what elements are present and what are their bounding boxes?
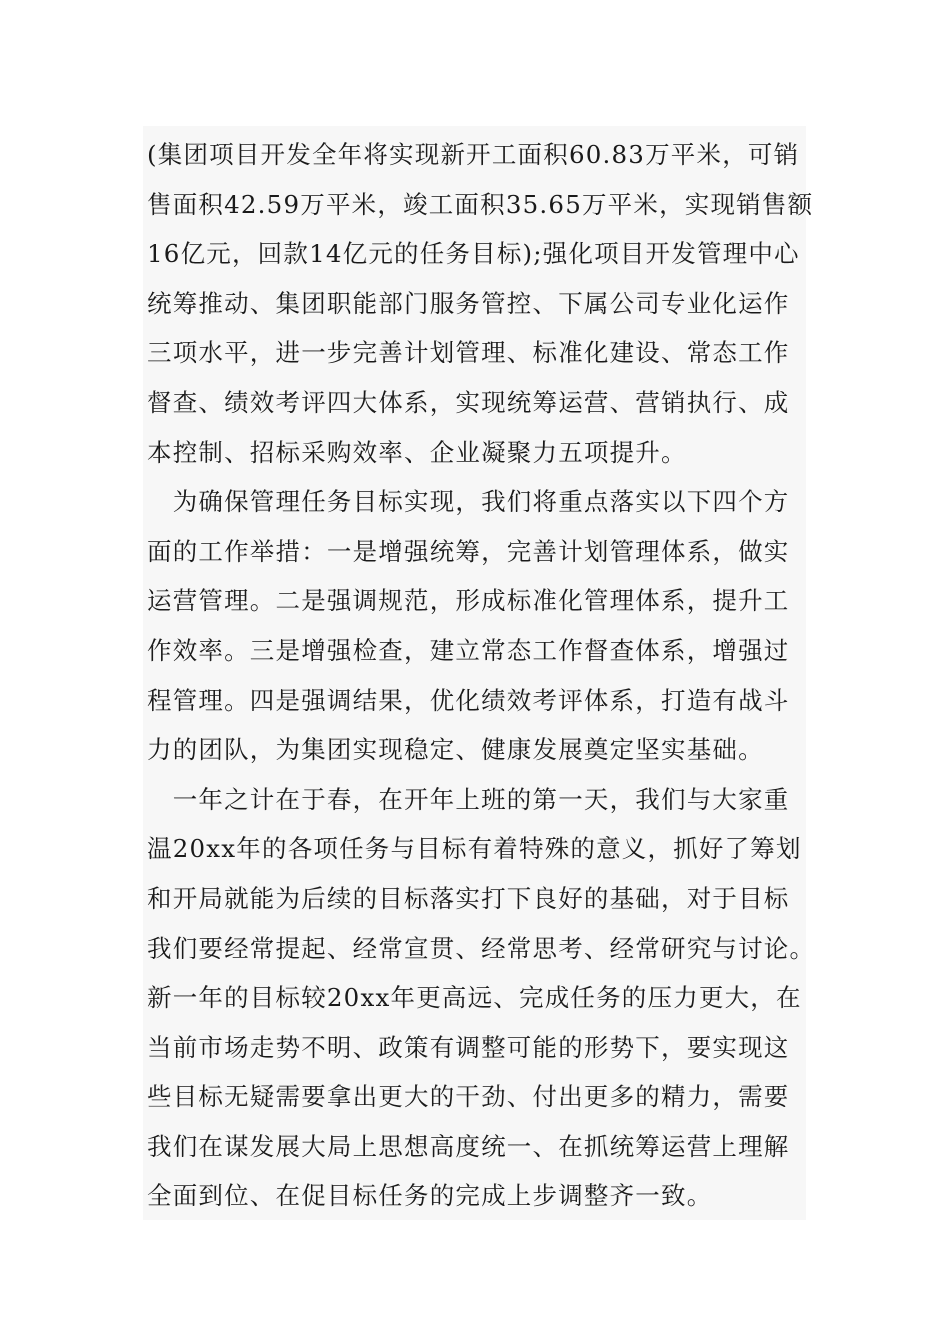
text-line: 作效率。三是增强检查，建立常态工作督查体系，增强过 (147, 635, 790, 665)
text-line: 本控制、招标采购效率、企业凝聚力五项提升。 (147, 437, 687, 467)
text-line: 和开局就能为后续的目标落实打下良好的基础，对于目标 (147, 883, 790, 913)
body-text-block (143, 126, 816, 1220)
text-line: 当前市场走势不明、政策有调整可能的形势下，要实现这 (147, 1032, 790, 1062)
text-line: 售面积42.59万平米，竣工面积35.65万平米，实现销售额 (147, 189, 814, 219)
text-line: 统筹推动、集团职能部门服务管控、下属公司专业化运作 (147, 288, 790, 318)
text-line: 新一年的目标较20xx年更高远、完成任务的压力更大，在 (147, 983, 802, 1013)
text-line: (集团项目开发全年将实现新开工面积60.83万平米，可销 (147, 140, 800, 169)
text-line: 为确保管理任务目标实现，我们将重点落实以下四个方 (147, 487, 790, 517)
text-line: 运营管理。二是强调规范，形成标准化管理体系，提升工 (147, 586, 790, 616)
text-line: 面的工作举措：一是增强统筹，完善计划管理体系，做实 (147, 536, 790, 566)
text-line: 全面到位、在促目标任务的完成上步调整齐一致。 (147, 1181, 713, 1211)
text-line: 力的团队，为集团实现稳定、健康发展奠定坚实基础。 (147, 735, 764, 765)
text-line: 督查、绩效考评四大体系，实现统筹运营、营销执行、成 (147, 387, 790, 417)
text-line: 我们在谋发展大局上思想高度统一、在抓统筹运营上理解 (147, 1131, 790, 1161)
text-line: 程管理。四是强调结果，优化绩效考评体系，打造有战斗 (147, 685, 790, 715)
text-line: 些目标无疑需要拿出更大的干劲、付出更多的精力，需要 (147, 1082, 790, 1112)
text-line: 三项水平，进一步完善计划管理、标准化建设、常态工作 (147, 338, 790, 368)
text-line: 16亿元，回款14亿元的任务目标);强化项目开发管理中心 (147, 239, 800, 269)
text-line: 一年之计在于春，在开年上班的第一天，我们与大家重 (147, 784, 790, 814)
text-line: 我们要经常提起、经常宣贯、经常思考、经常研究与讨论。 (147, 933, 816, 963)
text-line: 温20xx年的各项任务与目标有着特殊的意义，抓好了筹划 (147, 834, 802, 864)
